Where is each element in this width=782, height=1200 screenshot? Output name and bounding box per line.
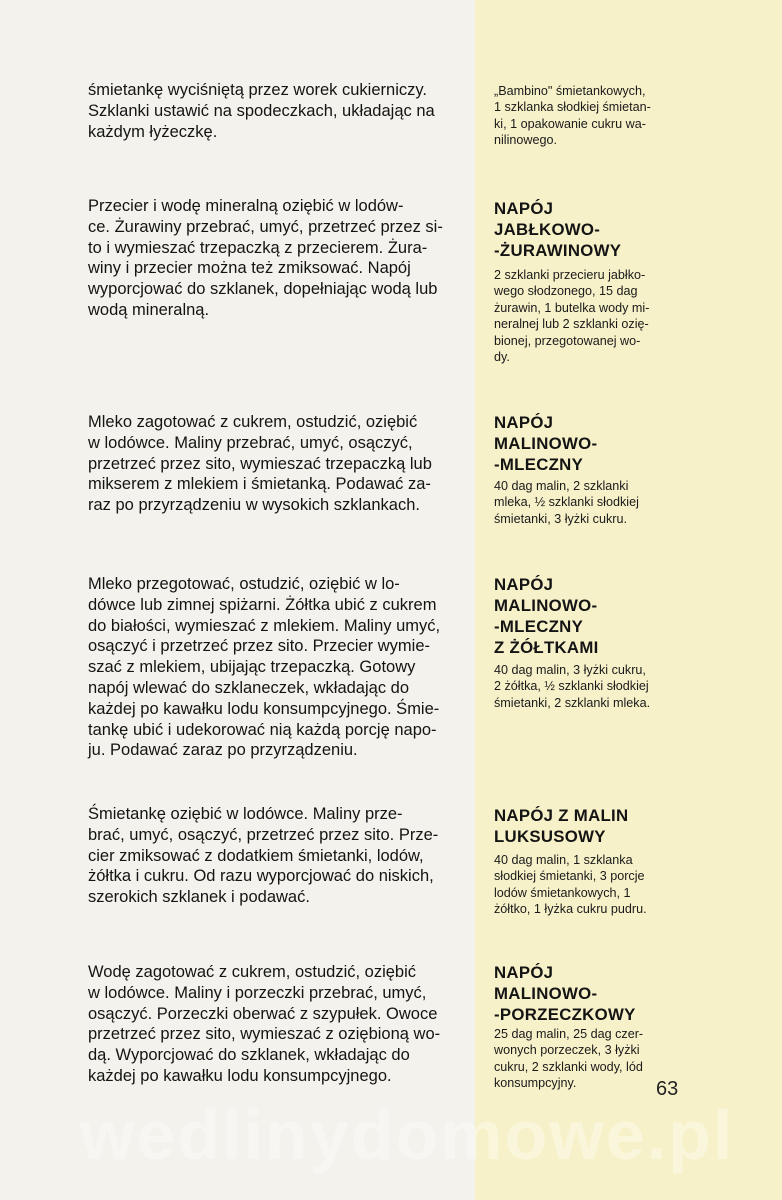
recipe-2-ingredients: 40 dag malin, 2 szklanki mleka, ½ szklanki słodkiej śmietanki, 3 łyżki cukru.	[494, 479, 639, 526]
paragraph-4: Mleko przegotować, ostudzić, oziębić w lo- dówce lub zimnej spiżarni. Żółtka ubić z cukrem do białości, wymieszać z mlekiem. Maliny umyć, osączyć i przetrzeć przez sito. Przecier wymie- szać z mlekiem, ubijając trzepaczką. Gotowy napój wlewać do szklaneczek, wkładając do każdej po kawałku lodu konsumpcyjnego. Śmie- tankę ubić i udekorować nią każdą porcję napo- ju. Podawać zaraz po przyrządzeniu.	[88, 575, 441, 760]
recipe-3-title: NAPÓJ MALINOWO- -MLECZNY Z ŻÓŁTKAMI	[494, 575, 599, 657]
paragraph-2: Przecier i wodę mineralną oziębić w lodów- ce. Żurawiny przebrać, umyć, przetrzeć przez si- to i wymieszać trzepaczką z przecierem. Żura- winy i przecier można też zmiksować. Napój wyporcjować do szklanek, dopełniając wodą lub wodą mineralną.	[88, 197, 443, 319]
watermark: wedlinydomowe.pl	[80, 1096, 735, 1174]
recipe-2-title: NAPÓJ MALINOWO- -MLECZNY	[494, 413, 598, 474]
paragraph-6: Wodę zagotować z cukrem, ostudzić, oziębić w lodówce. Maliny i porzeczki przebrać, umyć, osączyć. Porzeczki oberwać z szypułek. Owoce przetrzeć przez sito, wymieszać z oziębioną wo- dą. Wyporcjować do szklanek, wkładając do każdej po kawałku lodu konsumpcyjnego.	[88, 963, 441, 1085]
paragraph-5: Śmietankę oziębić w lodówce. Maliny prze- brać, umyć, osączyć, przetrzeć przez sito. Prze- cier zmiksować z dodatkiem śmietanki, lodów, żółtka i cukru. Od razu wyporcjować do niskich, szerokich szklanek i podawać.	[88, 805, 439, 907]
paragraph-1: śmietankę wyciśniętą przez worek cukierniczy. Szklanki ustawić na spodeczkach, układając na każdym łyżeczkę.	[88, 81, 435, 141]
recipe-4-ingredients: 40 dag malin, 1 szklanka słodkiej śmietanki, 3 porcje lodów śmietankowych, 1 żółtko, 1 łyżka cukru pudru.	[494, 853, 647, 917]
paragraph-3: Mleko zagotować z cukrem, ostudzić, oziębić w lodówce. Maliny przebrać, umyć, osączyć, przetrzeć przez sito, wymieszać trzepaczką lub mikserem z mlekiem i śmietanką. Podawać za- raz po przyrządzeniu w wysokich szklankach.	[88, 413, 432, 515]
recipe-1-title: NAPÓJ JABŁKOWO- -ŻURAWINOWY	[494, 199, 622, 260]
recipe-5-title: NAPÓJ MALINOWO- -PORZECZKOWY	[494, 963, 636, 1024]
recipe-5-ingredients: 25 dag malin, 25 dag czer- wonych porzeczek, 3 łyżki cukru, 2 szklanki wody, lód konsumpcyjny.	[494, 1027, 644, 1091]
recipe-4-title: NAPÓJ Z MALIN LUKSUSOWY	[494, 806, 629, 846]
recipe-1-ingredients: 2 szklanki przecieru jabłko- wego słodzonego, 15 dag żurawin, 1 butelka wody mi- neralnej lub 2 szklanki ozię- bionej, przegotowanej wo- dy.	[494, 268, 650, 365]
recipe-3-ingredients: 40 dag malin, 3 łyżki cukru, 2 żółtka, ½ szklanki słodkiej śmietanki, 2 szklanki mleka.	[494, 663, 651, 710]
sidebar-intro: „Bambino" śmietankowych, 1 szklanka słodkiej śmietan- ki, 1 opakowanie cukru wa- nilinowego.	[494, 84, 651, 148]
page-number: 63	[656, 1078, 679, 1100]
